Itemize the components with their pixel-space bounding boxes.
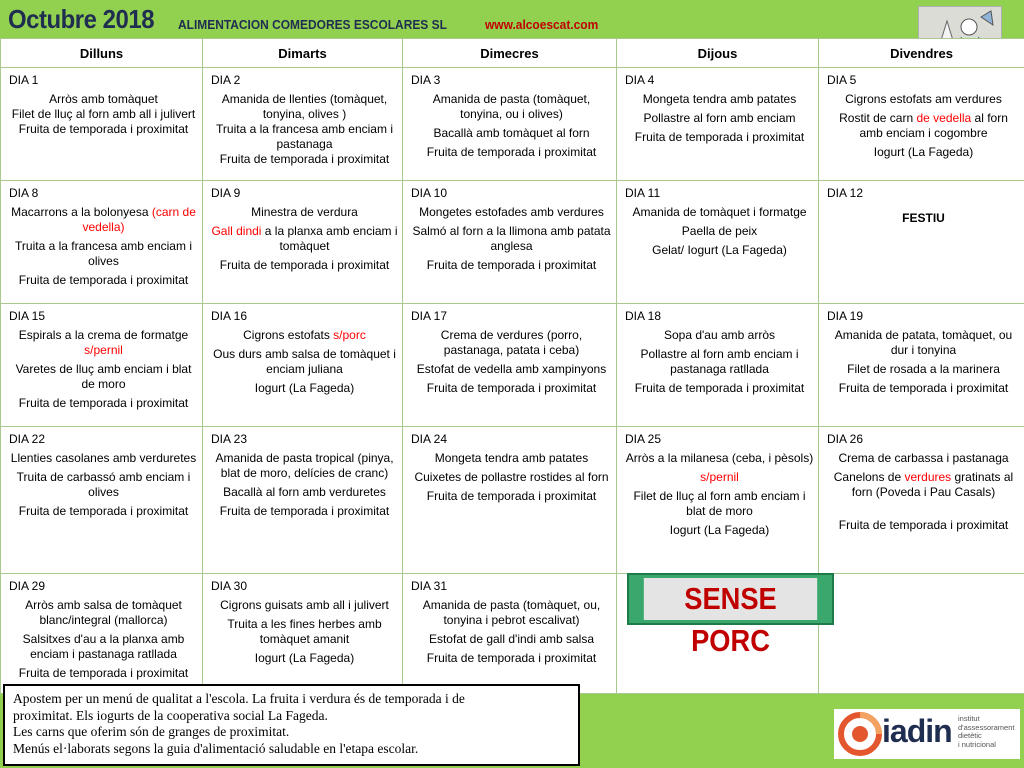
note-line: Menús el·laborats segons la guia d'alimentació saludable en l'etapa escolar. <box>13 740 419 756</box>
page-title: Octubre 2018 <box>8 4 155 34</box>
dish: Fruita de temporada i proximitat <box>18 273 189 287</box>
dish: Arròs amb tomàquet <box>49 92 158 106</box>
note-line: Les carns que oferim són de granges de proximitat. <box>13 724 290 739</box>
day-number: DIA 25 <box>625 432 662 446</box>
weekday-header: Divendres <box>819 39 1024 68</box>
day-number: DIA 10 <box>411 186 448 200</box>
dish: Cigrons estofats am verdures <box>845 92 1002 106</box>
day-cell <box>819 427 1024 574</box>
note-line: proximitat. Els iogurts de la cooperativa social La Fageda. <box>13 707 328 723</box>
brand-logo <box>834 709 1020 759</box>
dish: Amanida de patata, tomàquet, ou dur i tonyina <box>834 328 1013 357</box>
day-cell <box>1 181 203 304</box>
dish: Bacallà al forn amb verduretes <box>223 485 386 499</box>
weekday-header: Dimarts <box>203 39 403 68</box>
brand-icon <box>838 712 882 756</box>
dish: Arròs a la milanesa (ceba, i pèsols) <box>625 451 814 465</box>
empty-cell <box>819 574 1024 694</box>
day-number: DIA 2 <box>211 73 241 87</box>
dish: Salsitxes d'au a la planxa amb enciam i pastanaga ratllada <box>22 632 185 661</box>
dish: Fruita de temporada i proximitat <box>18 396 189 410</box>
dish-note: s/pernil <box>700 470 739 484</box>
dish: Fruita de temporada i proximitat <box>219 504 390 518</box>
day-number: DIA 23 <box>211 432 248 446</box>
brand-subtitle <box>958 715 1014 749</box>
day-number: DIA 30 <box>211 579 248 593</box>
dish: Amanida de pasta (tomàquet, tonyina, ou i olives) <box>432 92 591 121</box>
dish: Amanida de llenties (tomàquet, tonyina, olives ) <box>221 92 388 121</box>
day-cell <box>403 304 617 427</box>
dish: Llenties casolanes amb verduretes <box>10 451 197 465</box>
day-number: DIA 4 <box>625 73 655 87</box>
day-number: DIA 16 <box>211 309 248 323</box>
dish: Filet de lluç al forn amb all i julivert <box>11 107 196 121</box>
week-row <box>1 181 1024 304</box>
dish: Canelons de verdures gratinats al forn (Poveda i Pau Casals) <box>833 470 1014 499</box>
dish: Mongetes estofades amb verdures <box>419 205 604 219</box>
day-number: DIA 18 <box>625 309 662 323</box>
day-cell <box>617 181 819 304</box>
dish: Amanida de pasta (tomàquet, ou, tonyina i pebrot escalivat) <box>422 598 601 627</box>
day-cell <box>617 68 819 181</box>
day-cell <box>1 427 203 574</box>
dish: Iogurt (La Fageda) <box>669 523 770 537</box>
dish: Fruita de temporada i proximitat <box>219 152 390 166</box>
dish: Pollastre al forn amb enciam <box>643 111 796 125</box>
brand-subtitle-line: i nutricional <box>958 739 996 749</box>
dish: Iogurt (La Fageda) <box>254 381 355 395</box>
day-number: DIA 31 <box>411 579 448 593</box>
day-number: DIA 22 <box>9 432 46 446</box>
weekday-header: Dilluns <box>1 39 203 68</box>
day-cell <box>203 427 403 574</box>
company-name: ALIMENTACION COMEDORES ESCOLARES SL <box>178 17 447 32</box>
dish: Truita a la francesa amb enciam i pastanaga <box>216 122 393 151</box>
day-cell <box>819 181 1024 304</box>
dish: Arròs amb salsa de tomàquet blanc/integral (mallorca) <box>25 598 182 627</box>
dish: Iogurt (La Fageda) <box>254 651 355 665</box>
menu-table <box>0 38 1024 694</box>
day-number: DIA 17 <box>411 309 448 323</box>
day-number: DIA 12 <box>827 186 864 200</box>
day-cell <box>403 427 617 574</box>
weekday-header: Dijous <box>617 39 819 68</box>
weekday-header-row <box>1 39 1024 68</box>
dish: Fruita de temporada i proximitat <box>634 381 805 395</box>
dish: Truita de carbassó amb enciam i olives <box>16 470 191 499</box>
dish: Fruita de temporada i proximitat <box>426 651 597 665</box>
dish: Fruita de temporada i proximitat <box>18 666 189 680</box>
dish: Crema de carbassa i pastanaga <box>838 451 1009 465</box>
dish: Fruita de temporada i proximitat <box>426 489 597 503</box>
dish: Espirals a la crema de formatge s/pernil <box>18 328 189 357</box>
dish: Fruita de temporada i proximitat <box>426 258 597 272</box>
day-cell <box>203 304 403 427</box>
dish: Truita a la francesa amb enciam i olives <box>15 239 192 268</box>
day-cell <box>203 68 403 181</box>
week-row <box>1 304 1024 427</box>
dish: Amanida de tomàquet i formatge <box>632 205 807 219</box>
week-row <box>1 427 1024 574</box>
day-cell <box>617 304 819 427</box>
dish: Filet de rosada a la marinera <box>847 362 1000 376</box>
dish: Paella de peix <box>681 224 758 238</box>
dish: Sopa d'au amb arròs <box>663 328 776 342</box>
dish: Fruita de temporada i proximitat <box>219 258 390 272</box>
dish: Mongeta tendra amb patates <box>434 451 589 465</box>
no-pork-badge <box>627 573 834 658</box>
weekday-header: Dimecres <box>403 39 617 68</box>
dish: Fruita de temporada i proximitat <box>18 504 189 518</box>
day-cell <box>617 427 819 574</box>
company-url[interactable]: www.alcoescat.com <box>485 17 599 32</box>
brand-subtitle-line: institut <box>958 714 980 723</box>
day-number: DIA 9 <box>211 186 241 200</box>
dish: Estofat de vedella amb xampinyons <box>416 362 607 376</box>
day-number: DIA 3 <box>411 73 441 87</box>
info-note <box>3 684 580 766</box>
dish: Gelat/ Iogurt (La Fageda) <box>652 243 787 257</box>
dish: Gall dindi a la planxa amb enciam i tomàquet <box>211 224 398 253</box>
note-line: Apostem per un menú de qualitat a l'escola. La fruita i verdura és de temporada i de <box>13 691 465 706</box>
dish: Fruita de temporada i proximitat <box>838 518 1009 532</box>
dish: Fruita de temporada i proximitat <box>18 122 189 136</box>
dish: Macarrons a la bolonyesa (carn de vedella) <box>11 205 196 234</box>
day-number: DIA 11 <box>625 186 661 200</box>
dish: Crema de verdures (porro, pastanaga, patata i ceba) <box>440 328 583 357</box>
dish: Salmó al forn a la llimona amb patata anglesa <box>412 224 611 253</box>
no-pork-label: SENSE PORC <box>644 578 817 620</box>
dish: Pollastre al forn amb enciam i pastanaga ratllada <box>640 347 799 376</box>
dish: Filet de lluç al forn amb enciam i blat de moro <box>633 489 806 518</box>
day-number: DIA 19 <box>827 309 864 323</box>
dish: Mongeta tendra amb patates <box>642 92 797 106</box>
day-cell <box>1 304 203 427</box>
day-number: DIA 26 <box>827 432 864 446</box>
day-cell <box>403 574 617 694</box>
header <box>0 0 1024 38</box>
dish: Minestra de verdura <box>251 205 358 219</box>
holiday-label: FESTIU <box>902 211 945 225</box>
week-row <box>1 68 1024 181</box>
brand-subtitle-line: dietètic <box>958 731 982 740</box>
dish: Fruita de temporada i proximitat <box>634 130 805 144</box>
dish: Amanida de pasta tropical (pinya, blat de moro, delícies de cranc) <box>215 451 394 480</box>
brand-name: iadin <box>882 713 952 749</box>
day-number: DIA 15 <box>9 309 46 323</box>
dish: Cigrons estofats s/porc <box>243 328 366 342</box>
day-cell <box>203 574 403 694</box>
brand-subtitle-line: d'assessorament <box>958 722 1015 732</box>
day-cell <box>819 304 1024 427</box>
dish: Iogurt (La Fageda) <box>873 145 974 159</box>
dish: Estofat de gall d'indi amb salsa <box>428 632 595 646</box>
dish: Fruita de temporada i proximitat <box>838 381 1009 395</box>
day-number: DIA 8 <box>9 186 39 200</box>
day-cell <box>1 68 203 181</box>
dish: Fruita de temporada i proximitat <box>426 145 597 159</box>
day-number: DIA 5 <box>827 73 857 87</box>
dish: Rostit de carn de vedella al forn amb enciam i cogombre <box>839 111 1008 140</box>
dish: Cigrons guisats amb all i julivert <box>220 598 389 612</box>
day-cell <box>403 68 617 181</box>
day-cell <box>403 181 617 304</box>
day-number: DIA 29 <box>9 579 46 593</box>
dish: Bacallà amb tomàquet al forn <box>433 126 590 140</box>
day-cell <box>203 181 403 304</box>
dish: Ous durs amb salsa de tomàquet i enciam juliana <box>213 347 396 376</box>
day-cell <box>819 68 1024 181</box>
day-number: DIA 24 <box>411 432 448 446</box>
dish: Cuixetes de pollastre rostides al forn <box>414 470 609 484</box>
dish: Truita a les fines herbes amb tomàquet amanit <box>227 617 382 646</box>
week-row <box>1 574 1024 694</box>
dish: Fruita de temporada i proximitat <box>426 381 597 395</box>
day-number: DIA 1 <box>9 73 39 87</box>
dish: Varetes de lluç amb enciam i blat de moro <box>15 362 192 391</box>
day-cell <box>1 574 203 694</box>
